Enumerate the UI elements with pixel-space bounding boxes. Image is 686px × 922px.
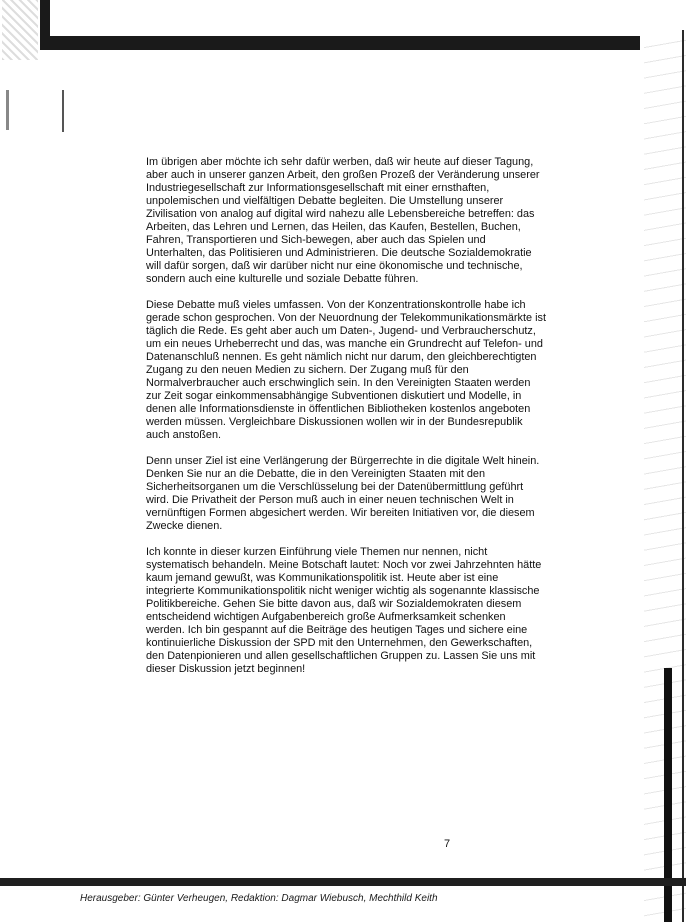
paragraph-3 — [146, 455, 566, 533]
text-line: denen alle Informationsdienste in öffentlichen Bibliotheken kostenlos angeboten — [146, 403, 531, 415]
text-line: um ein neues Urheberrecht und das, was manche ein Grundrecht auf Telefon- und — [146, 338, 543, 350]
text-line: werden. Ich bin gespannt auf die Beiträge des heutigen Tages und sichere eine — [146, 624, 528, 636]
text-line: werden müssen. Vergleichbare Diskussionen wollen wir in der Bundesrepublik — [146, 416, 523, 428]
text-line: Diese Debatte muß vieles umfassen. Von der Konzentrationskontrolle habe ich — [146, 299, 526, 311]
scan-artifact-bottom-bar — [0, 878, 686, 886]
text-line: unpolemischen und vielfältigen Debatte begleiten. Die Umstellung unserer — [146, 195, 504, 207]
text-line: entscheidend wichtigen Aufgabenbereich große Aufmerksamkeit schenken — [146, 611, 506, 623]
text-line: zur Zeit sogar einkommensabhängige Subventionen diskutiert und Modelle, in — [146, 390, 522, 402]
page-number: 7 — [444, 838, 451, 850]
text-line: täglich die Rede. Es geht aber auch um Daten-, Jugend- und Verbraucherschutz, — [146, 325, 536, 337]
scan-artifact-top-left — [2, 0, 38, 60]
text-line: Datenanschluß nennen. Es geht nämlich nicht nur darum, den gleichberechtigten — [146, 351, 537, 363]
footer-imprint: Herausgeber: Günter Verheugen, Redaktion: Dagmar Wiebusch, Mechthild Keith — [80, 893, 438, 904]
scan-artifact-top-bar — [40, 36, 640, 50]
text-line: Normalverbraucher auch erschwinglich sein. In den Vereinigten Staaten werden — [146, 377, 531, 389]
text-line: Zugang zu den neuen Medien zu sichern. Der Zugang muß für den — [146, 364, 469, 376]
text-line: Im übrigen aber möchte ich sehr dafür werben, daß wir heute auf dieser Tagung, — [146, 156, 534, 168]
text-line: Arbeiten, das Lehren und Lernen, das Heilen, das Kaufen, Bestellen, Buchen, — [146, 221, 521, 233]
document-body — [146, 156, 566, 689]
text-line: kaum jemand gewußt, was Kommunikationspolitik ist. Heute aber ist eine — [146, 572, 499, 584]
paragraph-1 — [146, 156, 566, 286]
text-line: will dafür sorgen, daß wir darüber nicht nur eine ökonomische und technische, — [146, 260, 523, 272]
paragraph-2 — [146, 299, 566, 442]
text-line: Denn unser Ziel ist eine Verlängerung der Bürgerrechte in die digitale Welt hinein. — [146, 455, 540, 467]
text-line: Ich konnte in dieser kurzen Einführung viele Themen nur nennen, nicht — [146, 546, 488, 558]
text-line: aber auch in unserer ganzen Arbeit, den großen Prozeß der Veränderung unserer — [146, 169, 540, 181]
text-line: dieser Diskussion jetzt beginnen! — [146, 663, 306, 675]
text-line: Unterhalten, das Politisieren und Administrieren. Die deutsche Sozialdemokratie — [146, 247, 532, 259]
text-line: Denken Sie nur an die Debatte, die in den Vereinigten Staaten mit den — [146, 468, 486, 480]
text-line: systematisch behandeln. Meine Botschaft lautet: Noch vor zwei Jahrzehnten hätte — [146, 559, 542, 571]
scan-artifact-left-mark-2 — [62, 90, 64, 132]
text-line: gerade schon gesprochen. Von der Neuordnung der Telekommunikationsmärkte ist — [146, 312, 546, 324]
scan-artifact-top-post — [40, 0, 50, 50]
text-line: Fahren, Transportieren und Sich-bewegen, aber auch das Spielen und — [146, 234, 486, 246]
text-line: kontinuierliche Diskussion der SPD mit den Unternehmen, den Gewerkschaften, — [146, 637, 533, 649]
text-line: integrierte Kommunikationspolitik nicht weniger wichtig als sogenannte klassische — [146, 585, 540, 597]
text-line: wird. Die Privatheit der Person muß auch in einer neuen technischen Welt in — [146, 494, 514, 506]
scan-artifact-left-mark — [6, 90, 9, 130]
text-line: vernünftigen Formen abgesichert werden. Wir bereiten Initiativen vor, die diesem — [146, 507, 535, 519]
text-line: Industriegesellschaft zur Informationsgesellschaft mit einer ernsthaften, — [146, 182, 490, 194]
text-line: auch anstoßen. — [146, 429, 222, 441]
text-line: sondern auch eine kulturelle und soziale Debatte führen. — [146, 273, 419, 285]
paragraph-4 — [146, 546, 566, 676]
text-line: Zwecke dienen. — [146, 520, 223, 532]
text-line: Zivilisation von analog auf digital wird nahezu alle Lebensbereiche betreffen: das — [146, 208, 535, 220]
text-line: den Datenpionieren und allen gesellschaftlichen Gruppen zu. Lassen Sie uns mit — [146, 650, 536, 662]
scan-artifact-right-edge — [682, 30, 684, 922]
text-line: Politikbereiche. Gehen Sie bitte davon aus, daß wir Sozialdemokraten diesem — [146, 598, 522, 610]
text-line: Sicherheitsorganen um die Verschlüsselung bei der Datenübermittlung geführt — [146, 481, 524, 493]
